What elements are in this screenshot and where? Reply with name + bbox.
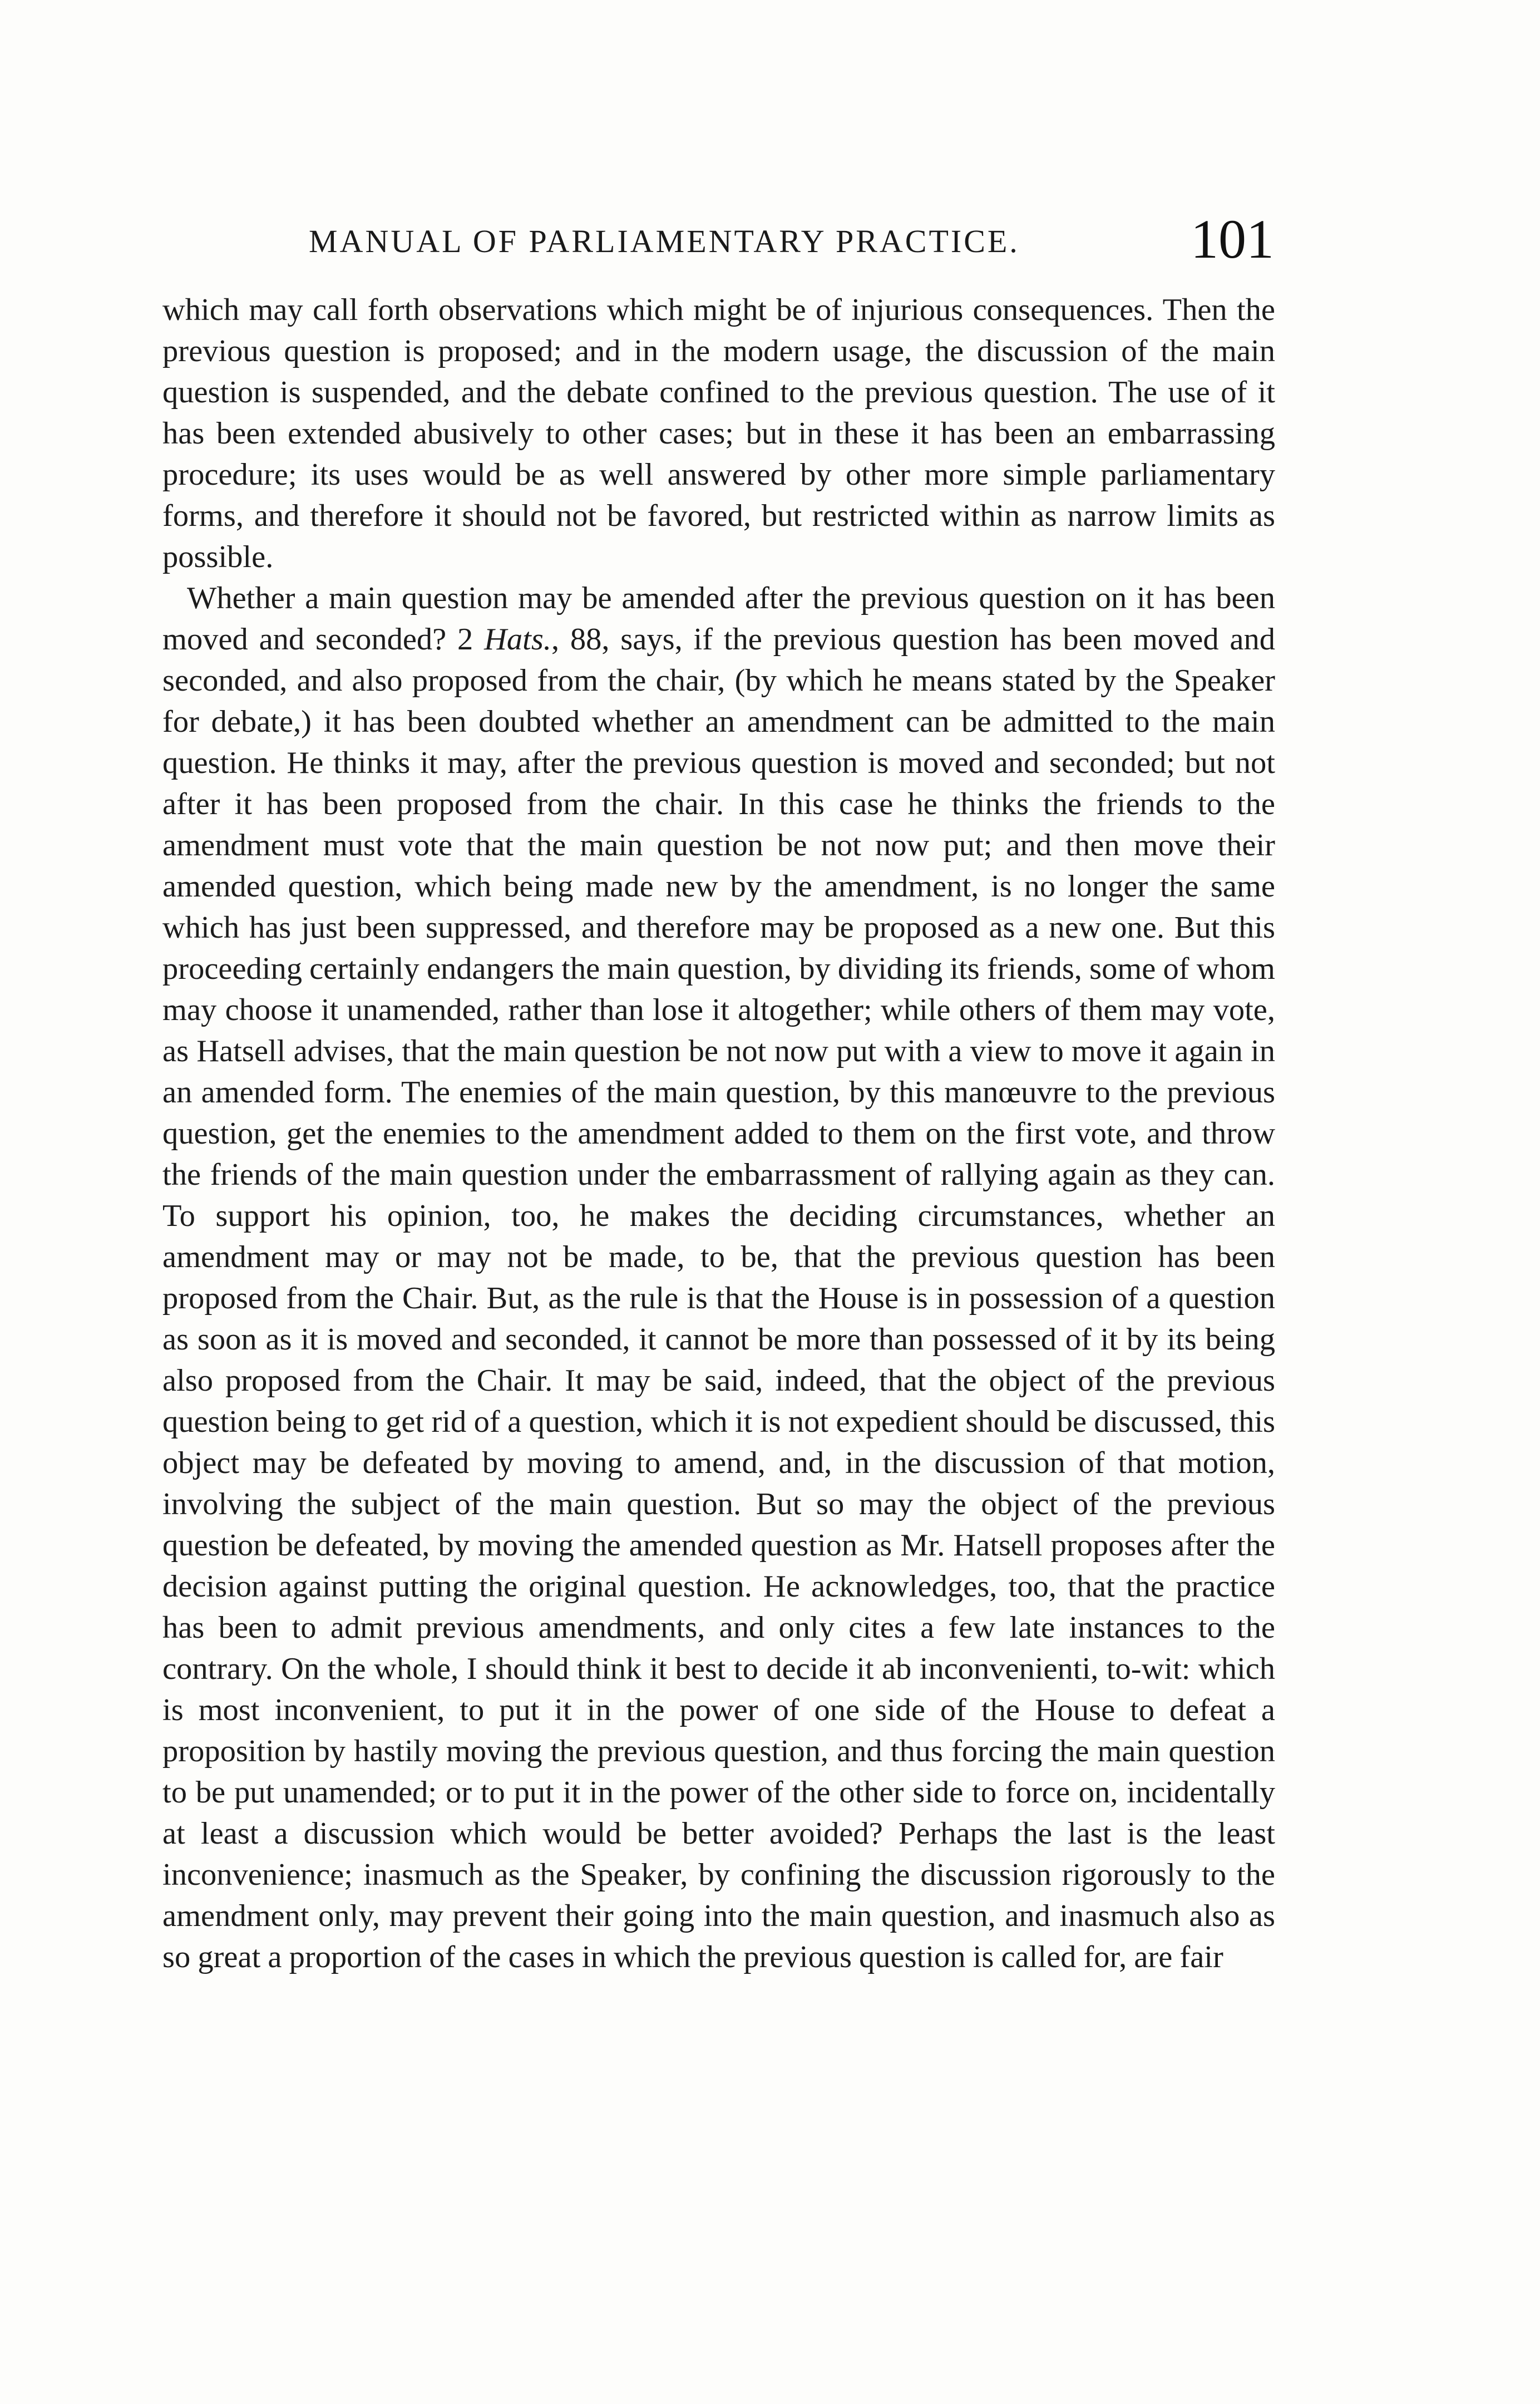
running-head: MANUAL OF PARLIAMENTARY PRACTICE.	[309, 223, 1020, 259]
paragraph-continued: which may call forth observations which might be of injurious consequences. Then the previous question is proposed; and in the modern usage, the discussion of the main question is suspended, and the debate confined to the previous question. The use of it has been extended abusively to other cases; but in these it has been an embarrassing procedure; its uses would be as well answered by other more simple parliamentary forms, and therefore it should not be favored, but restricted within as narrow limits as possible.	[162, 293, 1275, 574]
citation-hats: Hats.	[484, 622, 551, 657]
paragraph-text-start: Whether a main question may be amended after the previous question on it has been moved and seconded? 2	[162, 581, 1275, 657]
paragraph-text-rest: , 88, says, if the previous question has been moved and seconded, and also proposed from the chair, (by which he means stated by the Speaker for debate,) it has been doubted whether an amendment can be admitted to the main question. He thinks it may, after the previous question is moved and seconded; but not after it has been proposed from the chair. In this case he thinks the friends to the amendment must vote that the main question be not now put; and then move their amended question, which being made new by the amendment, is no longer the same which has just been suppressed, and therefore may be proposed as a new one. But this proceeding certainly endangers the main question, by dividing its friends, some of whom may choose it unamended, rather than lose it altogether; while others of them may vote, as Hatsell advises, that the main question be not now put with a view to move it again in an amended form. The enemies of the main question, by this manœuvre to the previous question, get the enemies to the amendment added to them on the first vote, and throw the friends of the main question under the embarrassment of rallying again as they can. To support his opinion, too, he makes the deciding circumstances, whether an amendment may or may not be made, to be, that the previous question has been proposed from the Chair. But, as the rule is that the House is in possession of a question as soon as it is moved and seconded, it cannot be more than possessed of it by its being also proposed from the Chair. It may be said, indeed, that the object of the previous question being to get rid of a question, which it is not expedient should be discussed, this object may be defeated by moving to amend, and, in the discussion of that motion, involving the subject of the main question. But so may the object of the previous question be defeated, by moving the amended question as Mr. Hatsell proposes after the decision against putting the original question. He acknowledges, too, that the practice has been to admit previous amendments, and only cites a few late instances to the contrary. On the whole, I should think it best to decide it ab inconvenienti, to-wit: which is most inconvenient, to put it in the power of one side of the House to defeat a proposition by hastily moving the previous question, and thus forcing the main question to be put unamended; or to put it in the power of the other side to force on, incidentally at least a discussion which would be better avoided? Perhaps the last is the least inconvenience; inasmuch as the Speaker, by confining the discussion rigorously to the amendment only, may prevent their going into the main question, and inasmuch also as so great a proportion of the cases in which the previous question is called for, are fair	[162, 622, 1276, 1974]
page-number: 101	[1191, 208, 1274, 270]
paragraph-amendment-question	[162, 578, 1275, 1978]
body-text	[162, 289, 1275, 1978]
